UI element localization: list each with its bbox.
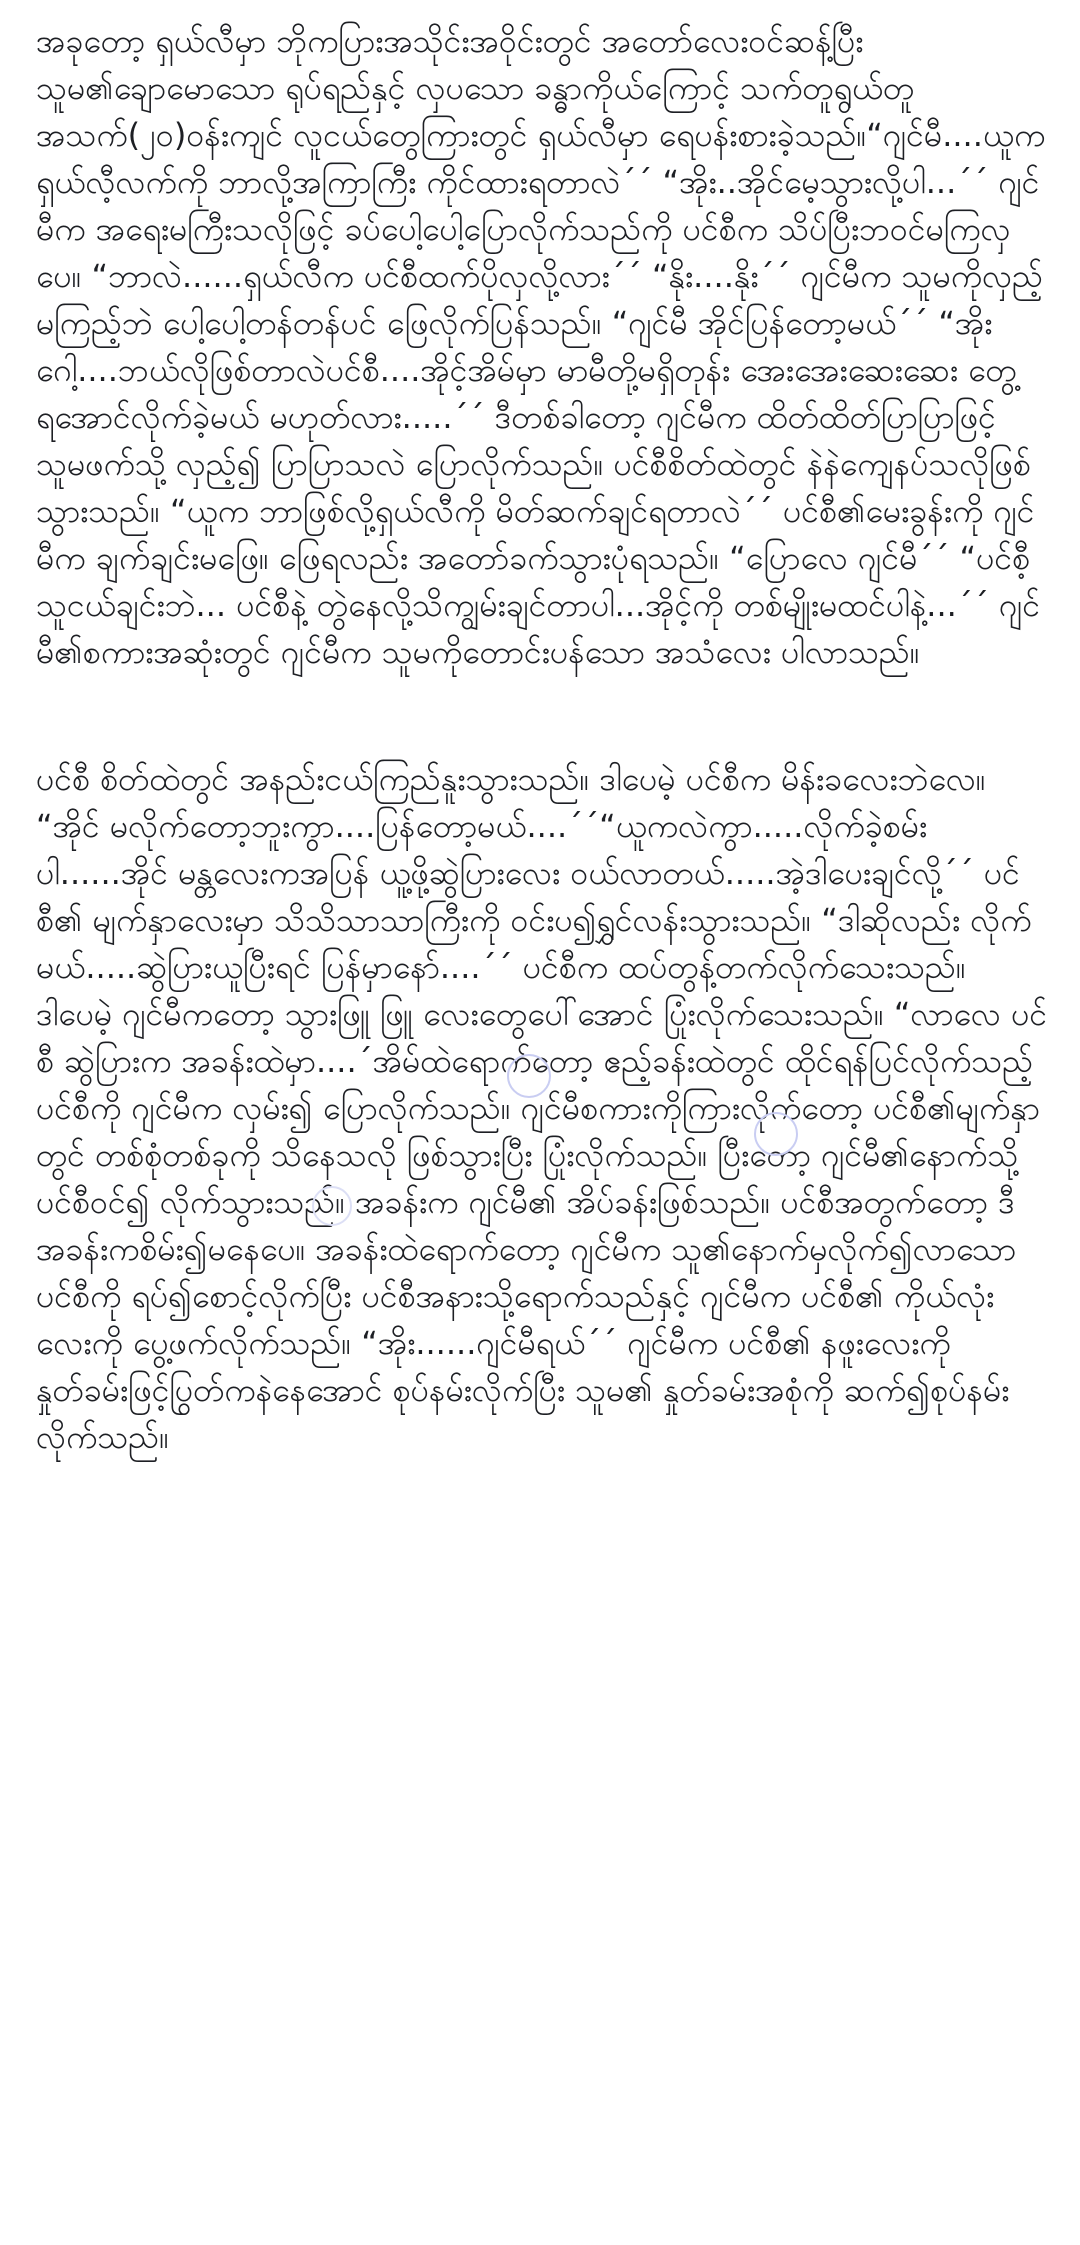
- touch-indicator-icon: [312, 1186, 352, 1226]
- touch-indicator-icon: [507, 1054, 551, 1098]
- story-paragraph-1: အခုတော့ ရှယ်လီမှာ ဘိုကပြားအသိုင်းအဝိုင်းတွင် အတော်လေးဝင်ဆန့်ပြီး သူမ၏ချောမောသော ရုပ်ရည်နှင့် လှပသော ခန္ဓာကိုယ်ကြောင့် သက်တူရွယ်တူ အသက်(၂၀)ဝန်းကျင် လူငယ်တွေကြားတွင် ရှယ်လီမှာ ရေပန်းစားခဲ့သည်။“ဂျင်မီ....ယူက ရှယ်လီ့လက်ကို ဘာလို့အကြာကြီး ကိုင်ထားရတာလဲ´´ “အိုး..အိုင်မေ့သွားလို့ပါ...´´ ဂျင်မီက အရေးမကြီးသလိုဖြင့် ခပ်ပေါ့ပေါ့ပြောလိုက်သည်ကို ပင်စီက သိပ်ပြီးဘဝင်မကြလှပေ။ “ဘာလဲ......ရှယ်လီက ပင်စီထက်ပိုလှလို့လား´´ “နိုး....နိုး´´ ဂျင်မီက သူမကိုလှည့်မကြည့်ဘဲ ပေါ့ပေါ့တန်တန်ပင် ဖြေလိုက်ပြန်သည်။ “ဂျင်မီ အိုင်ပြန်တော့မယ်´´ “အိုးဂေါ့....ဘယ်လိုဖြစ်တာလဲပင်စီ....အိုင့်အိမ်မှာ မာမီတို့မရှိတုန်း အေးအေးဆေးဆေး တွေ့ရအောင်လိုက်ခဲ့မယ် မဟုတ်လား.....´´ ဒီတစ်ခါတော့ ဂျင်မီက ထိတ်ထိတ်ပြာပြာဖြင့် သူမဖက်သို့ လှည့်၍ ပြာပြာသလဲ ပြောလိုက်သည်။ ပင်စီစိတ်ထဲတွင် နဲနဲကျေနပ်သလိုဖြစ်သွားသည်။ “ယူက ဘာဖြစ်လို့ရှယ်လီကို မိတ်ဆက်ချင်ရတာလဲ´´ ပင်စီ၏မေးခွန်းကို ဂျင်မီက ချက်ချင်းမဖြေ။ ဖြေရလည်း အတော်ခက်သွားပုံရသည်။ “ပြောလေ ဂျင်မီ´´ “ပင်စီ့ သူငယ်ချင်းဘဲ... ပင်စီနဲ့ တွဲနေလို့သိကျွမ်းချင်တာပါ...အိုင့်ကို တစ်မျိုးမထင်ပါနဲ့...´´ ဂျင်မီ၏စကားအဆုံးတွင် ဂျင်မီက သူမကိုတောင်းပန်သော အသံလေး ပါလာသည်။: [36, 22, 1046, 671]
- story-paragraph-2: ပင်စီ စိတ်ထဲတွင် အနည်းငယ်ကြည်နူးသွားသည်။ ဒါပေမဲ့ ပင်စီက မိန်းခလေးဘဲလေ။ “အိုင် မလိုက်တော့ဘူးကွာ....ပြန်တော့မယ်....´´“ယူကလဲကွာ.....လိုက်ခဲ့စမ်းပါ......အိုင် မန္တလေးကအပြန် ယူ့ဖို့ဆွဲပြားလေး ဝယ်လာတယ်.....အဲ့ဒါပေးချင်လို့´´ ပင်စီ၏ မျက်နှာလေးမှာ သိသိသာသာကြီးကို ဝင်းပ၍ရွှင်လန်းသွားသည်။ “ဒါဆိုလည်း လိုက်မယ်.....ဆွဲပြားယူပြီးရင် ပြန်မှာနော်....´´ ပင်စီက ထပ်တွန့်တက်လိုက်သေးသည်။ ဒါပေမဲ့ ဂျင်မီကတော့ သွားဖြူ ဖြူ လေးတွေပေါ်အောင် ပြုံးလိုက်သေးသည်။ “လာလေ ပင်စီ ဆွဲပြားက အခန်းထဲမှာ....´အိမ်ထဲရောက်တော့ ဧည့်ခန်းထဲတွင် ထိုင်ရန်ပြင်လိုက်သည့် ပင်စီကို ဂျင်မီက လှမ်း၍ ပြောလိုက်သည်။ ဂျင်မီစကားကိုကြားလိုက်တော့ ပင်စီ၏မျက်နှာတွင် တစ်စုံတစ်ခုကို သိနေသလို ဖြစ်သွားပြီး ပြုံးလိုက်သည်။ ပြီးတော့ ဂျင်မီ၏နောက်သို့ ပင်စီဝင်၍ လိုက်သွားသည်။ အခန်းက ဂျင်မီ၏ အိပ်ခန်းဖြစ်သည်။ ပင်စီအတွက်တော့ ဒီအခန်းကစိမ်း၍မနေပေ။ အခန်းထဲရောက်တော့ ဂျင်မီက သူ၏နောက်မှလိုက်၍လာသော ပင်စီကို ရပ်၍စောင့်လိုက်ပြီး ပင်စီအနားသို့ရောက်သည်နှင့် ဂျင်မီက ပင်စီ၏ ကိုယ်လုံးလေးကို ပွေ့ဖက်လိုက်သည်။ “အိုး......ဂျင်မီရယ်´´ ဂျင်မီက ပင်စီ၏ နဖူးလေးကို နှုတ်ခမ်းဖြင့်ပြွတ်ကနဲနေအောင် စုပ်နမ်းလိုက်ပြီး သူမ၏ နှုတ်ခမ်းအစုံကို ဆက်၍စုပ်နမ်းလိုက်သည်။: [36, 760, 1048, 1456]
- touch-indicator-icon: [754, 1112, 798, 1156]
